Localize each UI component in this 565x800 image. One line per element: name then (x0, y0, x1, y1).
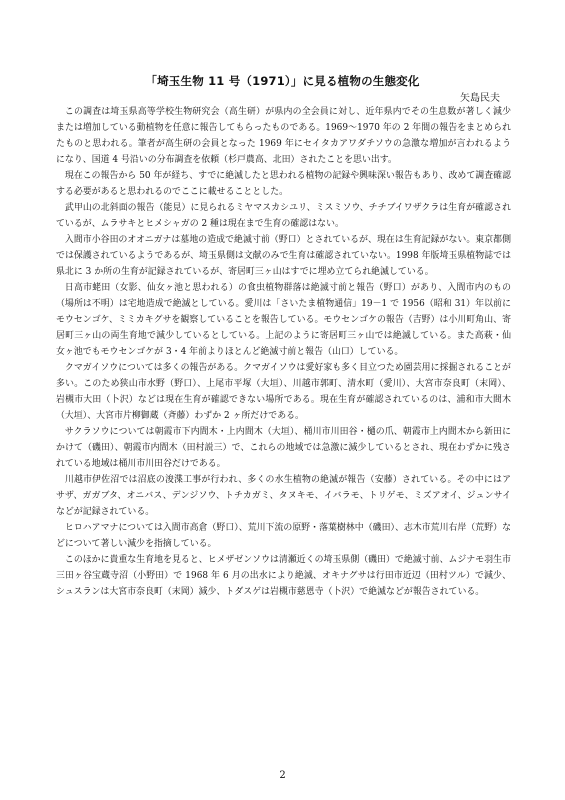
paragraph: ヒロハアマナについては入間市高倉（野口）、荒川下流の原野・落葉樹林中（磯田）、志木市荒川右岸（荒野）などについて著しい減少を指摘している。 (56, 523, 511, 549)
paragraph: クマガイソウについては多くの報告がある。クマガイソウは愛好家も多く目立つため園芸用に採掘されることが多い。このため狭山市水野（野口）、上尾市平塚（大垣）、川越市郭町、清水町（愛川）、大宮市奈良町（末岡）、岩槻市大田（卜沢）などは現在生育が確認できない場所である。現在生育が確認されているのは、浦和市大間木（大垣）、大宮市片柳御蔵（斉藤）わずか 2 ヶ所だけである。 (56, 363, 511, 421)
paragraph: このほかに貴重な生育地を見ると、ヒメザゼンソウは清瀬近くの埼玉県側（磯田）で絶滅寸前、ムジナモ羽生市三田ヶ谷宝蔵寺沼（小野田）で 1968 年 6 月の出水により絶滅、オキナグサは行田市近辺（田村ツル）で減少、シュスランは大宮市奈良町（末岡）減少、トダスゲは岩槻市慈恩寺（卜沢）で絶滅などが報告されている。 (56, 555, 511, 597)
paragraph: 入間市小谷田のオオニガナは墓地の造成で絶滅寸前（野口）とされているが、現在は生育記録がない。東京都側では保護されているようであるが、埼玉県側は文献のみで生育は確認されていない。1998 年版埼玉県植物誌では県北に 3 か所の生育が記録されているが、寄居町三ヶ山はすでに埋め立てられ絶滅している。 (56, 235, 511, 277)
author-name: 矢島民夫 (460, 93, 500, 104)
paragraph: この調査は埼玉県高等学校生物研究会（高生研）が県内の全会員に対し、近年県内でその生息数が著しく減少または増加している動植物を任意に報告してもらったものである。1969～1970 年の 2 年間の報告をまとめられたものと思われる。筆者が高生研の会員となった 1969 年にセイタカアワダチソウの急激な増加が言われるようになり、国道 4 号沿いの分布調査を依頼（杉戸農高、北田）されたことを思い出す。 (56, 107, 511, 165)
paragraph: 川越市伊佐沼では沼底の浚渫工事が行われ、多くの水生植物の絶滅が報告（安藤）されている。その中にはアサザ、ガガブタ、オニバス、デンジソウ、トチカガミ、タヌキモ、イバラモ、トリゲモ、ミズアオイ、ジュンサイなどが記録されている。 (56, 475, 511, 517)
paragraph: サクラソウについては朝霞市下内間木・上内間木（大垣）、桶川市川田谷・樋の爪、朝霞市上内間木から新田にかけて（磯田）、朝霞市内間木（田村説三）で、これらの地域では急激に減少しているとされ、現在わずかに残されている地域は桶川市川田谷だけである。 (56, 427, 512, 469)
paragraph: 現在この報告から 50 年が経ち、すでに絶滅したと思われる植物の記録や興味深い報告もあり、改めて調査確認する必要があると思われるのでここに載せることとした。 (56, 171, 511, 197)
paragraph: 日高市蛯田（女影、仙女ヶ池と思われる）の食虫植物群落は絶滅寸前と報告（野口）があり、入間市内のもの（場所は不明）は宅地造成で絶滅としている。愛川は「さいたま植物通信」19－1 で 1956（昭和 31）年以前にモウセンゴケ、ミミカキグサを観察していることを報告している。モウセンゴケの報告（吉野）は小川町角山、寄居町三ヶ山の両生育地で減少しているとしている。上記のように寄居町三ヶ山では絶滅している。また高萩・仙女ヶ池でもモウセンゴケが 3・4 年前よりほとんど絶滅寸前と報告（山口）している。 (56, 283, 511, 357)
page-number: 2 (279, 770, 286, 781)
page-title: 「埼玉生物 11 号（1971）」に見る植物の生態変化 (145, 74, 420, 88)
paragraph: 武甲山の北斜面の報告（能見）に見られるミヤマスカシユリ、ミスミソウ、チチブイワザクラは生育が確認されているが、ムラサキとヒメシャガの 2 種は現在まで生育の確認はない。 (56, 203, 511, 229)
article-body (56, 104, 511, 600)
